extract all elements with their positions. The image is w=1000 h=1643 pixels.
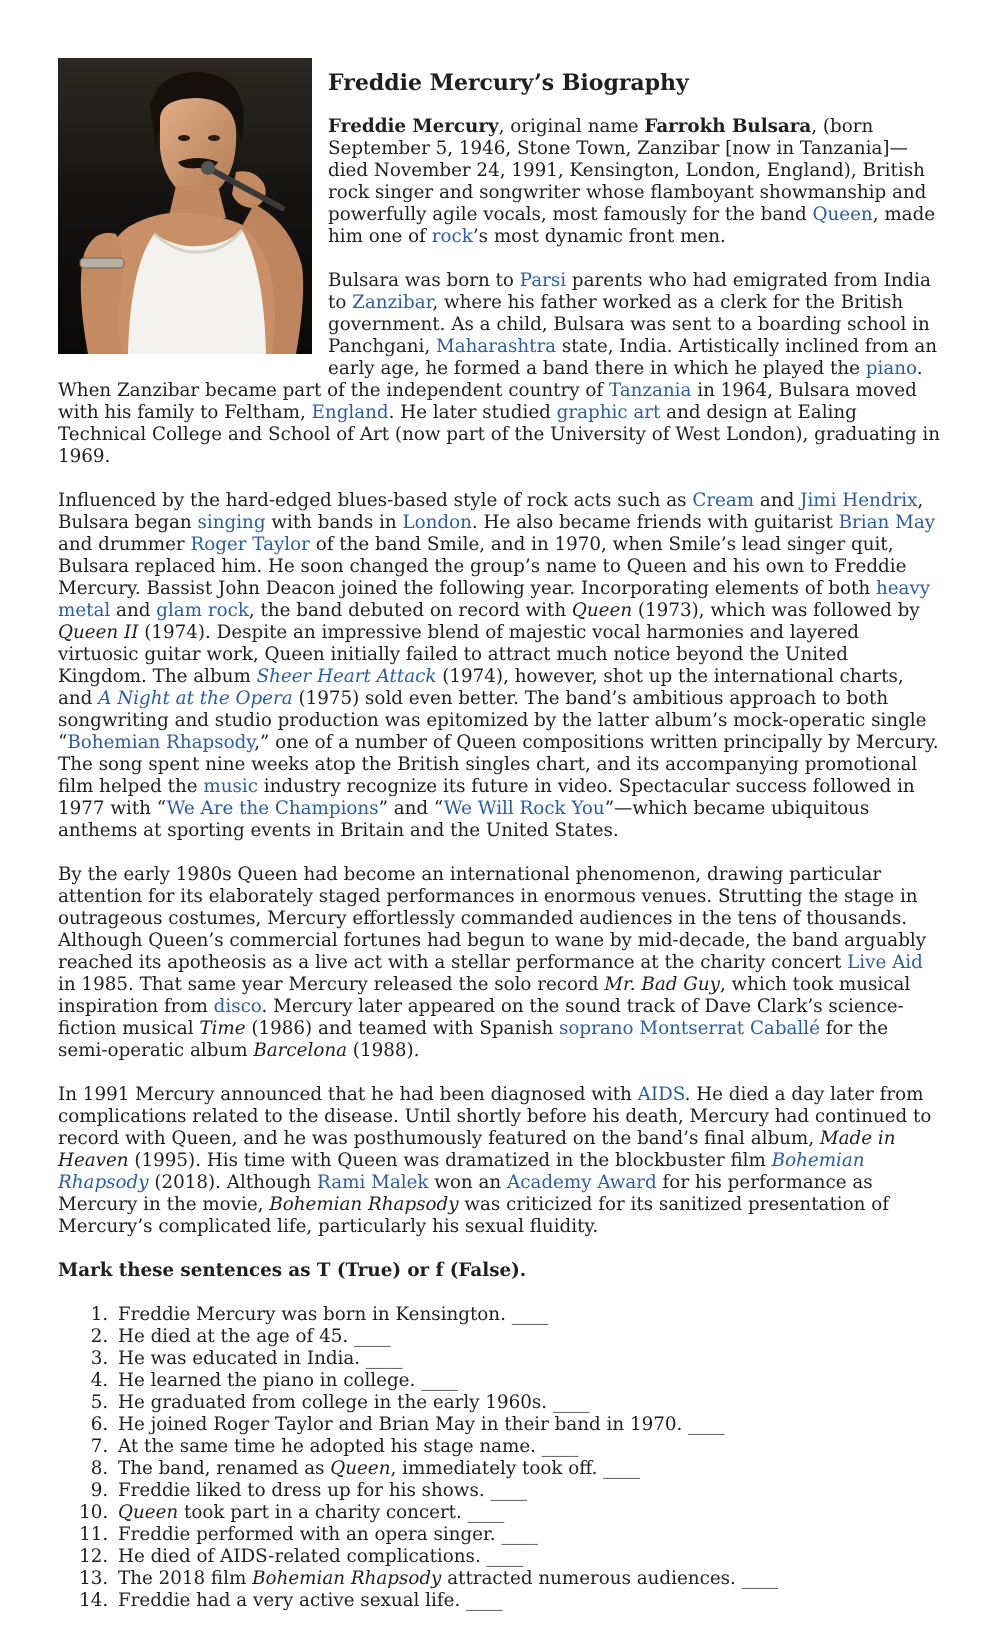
quiz-question: He died of AIDS-related complications. <box>118 1546 481 1567</box>
link-music[interactable]: music <box>203 776 258 797</box>
text-span: and design at Ealing Technical College and School of Art (now part of the University of West London), graduating in 1969. <box>58 402 940 467</box>
text-span: ”—which became ubiquitous anthems at sporting events in Britain and the United States. <box>58 798 870 841</box>
link-we-are-the-champions[interactable]: We Are the Champions <box>166 798 379 819</box>
album-title: Queen II <box>58 622 139 643</box>
text-span: of the band Smile, and in 1970, when Smile’s lead singer quit, Bulsara replaced him. He soon changed the group’s name to Queen and his own to Freddie Mercury. Bassist John Deacon joined the following year. Incorporating elements of both <box>58 534 907 599</box>
answer-blank[interactable]: ____ <box>682 1414 725 1435</box>
text-span: ’s most dynamic front men. <box>472 226 726 247</box>
quiz-question: attracted numerous audiences. <box>441 1568 736 1589</box>
quiz-item <box>114 1436 940 1458</box>
career-paragraph <box>58 490 940 842</box>
link-montserrat-caballe[interactable]: Montserrat Caballé <box>639 1018 820 1039</box>
quiz-question: , immediately took off. <box>390 1458 598 1479</box>
link-rock[interactable]: rock <box>431 226 473 247</box>
death-paragraph <box>58 1084 940 1238</box>
quiz-item <box>114 1458 940 1480</box>
link-disco[interactable]: disco <box>213 996 262 1017</box>
text-span: (1975) sold even better. The band’s ambitious approach to both songwriting and studio production was epitomized by the latter album’s mock-operatic single “ <box>58 688 927 753</box>
link-roger-taylor[interactable]: Roger Taylor <box>190 534 310 555</box>
album-title: Barcelona <box>253 1040 347 1061</box>
quiz-question: Freddie Mercury was born in Kensington. <box>118 1304 506 1325</box>
text-span: Influenced by the hard-edged blues-based style of rock acts such as <box>58 490 693 511</box>
text-span: state, India. Artistically inclined from an early age, he formed a band there in which he played the <box>328 336 938 379</box>
quiz-question: took part in a charity concert. <box>178 1502 462 1523</box>
text-span: with bands in <box>265 512 403 533</box>
text-span: ,” one of a number of Queen compositions written principally by Mercury. The song spent nine weeks atop the British singles chart, and its accompanying promotional film helped the <box>58 732 939 797</box>
quiz-question: The 2018 film <box>118 1568 253 1589</box>
answer-blank[interactable]: ____ <box>495 1524 538 1545</box>
quiz-question: At the same time he adopted his stage name. <box>118 1436 536 1457</box>
quiz-item <box>114 1326 940 1348</box>
quiz-list <box>58 1304 940 1612</box>
document-page <box>58 58 940 1612</box>
link-bohemian-rhapsody-song[interactable]: Bohemian Rhapsody <box>67 732 255 753</box>
text-span: industry recognize its future in video. Spectacular success followed in 1977 with “ <box>58 776 915 819</box>
text-span: and drummer <box>58 534 191 555</box>
quiz-italic: Bohemian Rhapsody <box>252 1568 442 1589</box>
text-span: in 1964, Bulsara moved with his family to Feltham, <box>58 380 917 423</box>
text-span: and <box>110 600 157 621</box>
link-glam-rock[interactable]: glam rock <box>156 600 249 621</box>
quiz-item <box>114 1590 940 1612</box>
text-span: and <box>754 490 801 511</box>
text-span: Bulsara was born to <box>328 270 520 291</box>
text-span: in 1985. That same year Mercury released the solo record <box>58 974 605 995</box>
link-cream[interactable]: Cream <box>692 490 755 511</box>
text-span: . He later studied <box>388 402 557 423</box>
subject-name: Freddie Mercury <box>328 116 499 137</box>
quiz-question: He graduated from college in the early 1960s. <box>118 1392 548 1413</box>
link-aids[interactable]: AIDS <box>637 1084 685 1105</box>
album-title: Made in Heaven <box>58 1128 896 1171</box>
answer-blank[interactable]: ____ <box>536 1436 579 1457</box>
quiz-item <box>114 1370 940 1392</box>
quiz-item <box>114 1392 940 1414</box>
text-span: for his performance as Mercury in the movie, <box>58 1172 873 1215</box>
link-england[interactable]: England <box>311 402 389 423</box>
text-span: won an <box>428 1172 508 1193</box>
text-span: , original name <box>498 116 645 137</box>
answer-blank[interactable]: ____ <box>415 1370 458 1391</box>
answer-blank[interactable]: ____ <box>348 1326 391 1347</box>
fame-paragraph <box>58 864 940 1062</box>
text-span: , made him one of <box>328 204 936 247</box>
quiz-question: He was educated in India. <box>118 1348 361 1369</box>
film-title: Bohemian Rhapsody <box>269 1194 459 1215</box>
answer-blank[interactable]: ____ <box>505 1304 549 1325</box>
quiz-item <box>114 1546 940 1568</box>
quiz-italic: Queen <box>330 1458 391 1479</box>
quiz-question: He died at the age of 45. <box>118 1326 349 1347</box>
text-span: . When Zanzibar became part of the independent country of <box>58 358 923 401</box>
link-maharashtra[interactable]: Maharashtra <box>436 336 557 357</box>
link-a-night-at-the-opera[interactable]: A Night at the Opera <box>98 688 293 709</box>
text-span: By the early 1980s Queen had become an international phenomenon, drawing particular attention for its elaborately staged performances in enormous venues. Strutting the stage in outrageous costumes, Mercury effortlessly commanded audiences in the tens of thousands. Although Queen’s commercial fortunes had begun to wane by mid-decade, the band arguably reached its apotheosis as a live act with a stellar performance at the charity concert <box>58 864 927 973</box>
quiz-item <box>114 1480 940 1502</box>
answer-blank[interactable]: ____ <box>547 1392 590 1413</box>
text-span: . He also became friends with guitarist <box>471 512 839 533</box>
link-heavy-metal[interactable]: heavy metal <box>58 578 931 621</box>
text-span: , the band debuted on record with <box>248 600 572 621</box>
text-span: (1973), which was followed by <box>632 600 920 621</box>
text-span: . Mercury later appeared on the sound track of Dave Clark’s science-fiction musical <box>58 996 904 1039</box>
text-span: was criticized for its sanitized presentation of Mercury’s complicated life, particularly his sexual fluidity. <box>58 1194 889 1237</box>
text-span: , where his father worked as a clerk for the British government. As a child, Bulsara was sent to a boarding school in Panchgani, <box>328 292 930 357</box>
link-singing[interactable]: singing <box>197 512 266 533</box>
text-span: (2018). Although <box>148 1172 318 1193</box>
text-span: (1986) and teamed with Spanish <box>245 1018 560 1039</box>
quiz-item <box>114 1502 940 1524</box>
text-span: (1974). Despite an impressive blend of majestic vocal harmonies and layered virtuosic guitar work, Queen initially failed to attract much notice beyond the United Kingdom. The album <box>58 622 859 687</box>
link-live-aid[interactable]: Live Aid <box>847 952 923 973</box>
page-title: Freddie Mercury’s Biography <box>328 70 689 96</box>
link-tanzania[interactable]: Tanzania <box>608 380 692 401</box>
text-span: , (born September 5, 1946, Stone Town, Zanzibar [now in Tanzania]—died November 24, 1991, Kensington, London, England), British rock singer and songwriter whose flamboyant showmanship and powerfully agile vocals, most famously for the band <box>328 116 927 225</box>
text-span: , which took musical inspiration from <box>58 974 911 1017</box>
album-title: Mr. Bad Guy <box>604 974 720 995</box>
quiz-heading: Mark these sentences as T (True) or f (False). <box>58 1260 527 1281</box>
text-span: , Bulsara began <box>58 490 924 533</box>
quiz-item <box>114 1414 940 1436</box>
link-bohemian-rhapsody-film[interactable]: Bohemian Rhapsody <box>58 1150 865 1193</box>
original-name: Farrokh Bulsara <box>644 116 812 137</box>
link-piano[interactable]: piano <box>865 358 917 379</box>
link-academy-award[interactable]: Academy Award <box>507 1172 657 1193</box>
link-london[interactable]: London <box>402 512 472 533</box>
quiz-question: He joined Roger Taylor and Brian May in their band in 1970. <box>118 1414 683 1435</box>
quiz-italic: Queen <box>118 1502 179 1523</box>
link-parsi[interactable]: Parsi <box>519 270 567 291</box>
answer-blank[interactable]: ____ <box>461 1502 505 1523</box>
text-span: (1995). His time with Queen was dramatized in the blockbuster film <box>128 1150 772 1171</box>
text-span: for the semi-operatic album <box>58 1018 889 1061</box>
text-span: In 1991 Mercury announced that he had been diagnosed with <box>58 1084 638 1105</box>
text-span: (1974), however, shot up the international charts, and <box>58 666 904 709</box>
album-title: Queen <box>571 600 633 621</box>
link-brian-may[interactable]: Brian May <box>838 512 936 533</box>
link-sheer-heart-attack[interactable]: Sheer Heart Attack <box>256 666 437 687</box>
link-soprano[interactable]: soprano <box>559 1018 634 1039</box>
answer-blank[interactable]: ____ <box>480 1546 524 1567</box>
freddie-mercury-photo-illustration <box>58 58 312 354</box>
text-span: (1988). <box>347 1040 420 1061</box>
answer-blank[interactable]: ____ <box>360 1348 403 1369</box>
quiz-question: The band, renamed as <box>118 1458 331 1479</box>
quiz-question: Freddie liked to dress up for his shows. <box>118 1480 485 1501</box>
quiz-item <box>114 1304 940 1326</box>
freddie-mercury-photo <box>58 58 312 354</box>
album-title: Time <box>199 1018 246 1039</box>
text-span: parents who had emigrated from India to <box>328 270 931 313</box>
link-graphic-art[interactable]: graphic art <box>556 402 661 423</box>
link-zanzibar[interactable]: Zanzibar <box>352 292 433 313</box>
link-queen[interactable]: Queen <box>812 204 873 225</box>
quiz-question: Freddie performed with an opera singer. <box>118 1524 496 1545</box>
answer-blank[interactable]: ____ <box>484 1480 528 1501</box>
link-we-will-rock-you[interactable]: We Will Rock You <box>443 798 605 819</box>
answer-blank[interactable]: ____ <box>735 1568 779 1589</box>
quiz-item <box>114 1568 940 1590</box>
link-rami-malek[interactable]: Rami Malek <box>317 1172 429 1193</box>
quiz-item <box>114 1348 940 1370</box>
link-jimi-hendrix[interactable]: Jimi Hendrix <box>800 490 918 511</box>
quiz-question: Freddie had a very active sexual life. <box>118 1590 461 1611</box>
quiz-question: He learned the piano in college. <box>118 1370 416 1391</box>
text-span: ” and “ <box>378 798 444 819</box>
answer-blank[interactable]: ____ <box>597 1458 640 1479</box>
answer-blank[interactable]: ____ <box>460 1590 503 1611</box>
quiz-item <box>114 1524 940 1546</box>
text-span: . He died a day later from complications related to the disease. Until shortly before his death, Mercury had continued to record with Queen, and he was posthumously featured on the band’s final album, <box>58 1084 932 1149</box>
